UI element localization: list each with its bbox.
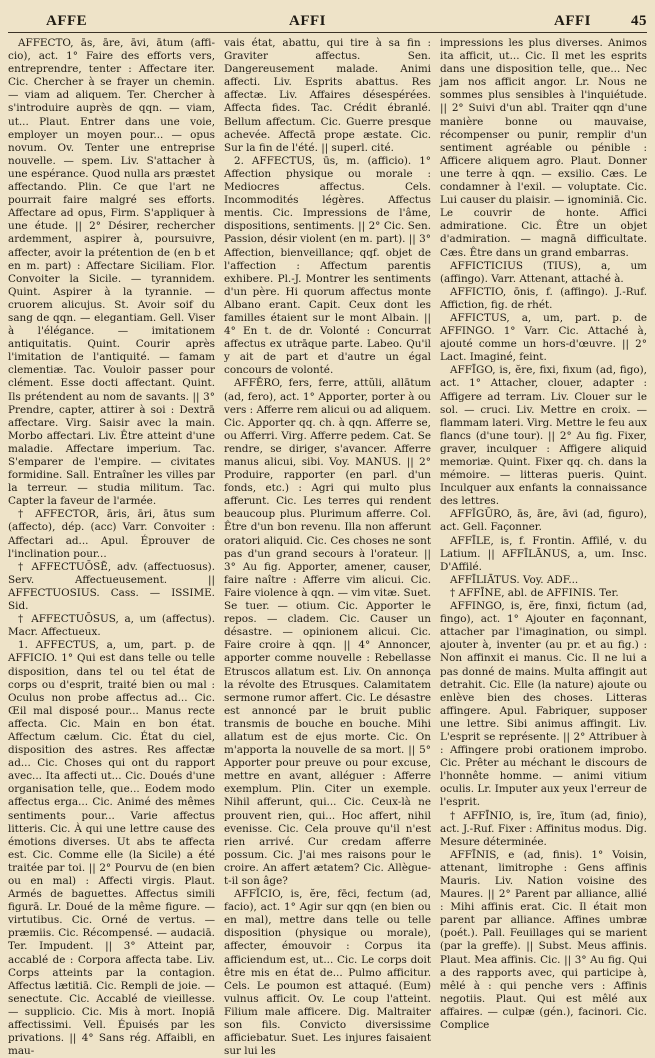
- dictionary-entry: 2. AFFECTUS, ūs, m. (afficio). 1° Affection physique ou morale : Mediocres affectus. Cels. Incommodités légères. Affectus mentis. Cic. Impressions de l'âme, dispositions, sentiments. || 2° Cic. Sen. Passion, désir violent (en m. part). || 3° Affection, bienveillance; qqf. objet de l'affection : Affectum parentis exhibere. Pl.-J. Montrer les sentiments d'un père. Hi quorum affectus monte Albano erant. Capit. Ceux dont les familles étaient sur le mont Albain. || 4° En t. de dr. Volonté : Concurrat affectus ex utrāque parte. Labeo. Qu'il y ait de part et d'autre un égal concours de volonté.: [224, 154, 431, 377]
- dictionary-entry: AFFĪGO, is, ĕre, fixi, fixum (ad, figo), act. 1° Attacher, clouer, adapter : Affigere ad terram. Liv. Clouer sur le sol. — cruci. Liv. Mettre en croix. — flammam lateri. Virg. Mettre le feu aux flancs (d'une tour). || 2° Au fig. Fixer, graver, inculquer : Affigere aliquid memoriæ. Quint. Fixer qq. ch. dans la mémoire. — litteras pueris. Quint. Inculquer aux enfants la connaissance des lettres.: [440, 364, 647, 508]
- dictionary-entry: AFFĪLIĀTUS. Voy. ADF...: [450, 573, 579, 586]
- dictionary-entry: AFFICTICIUS (TIUS), a, um (affingo). Varr. Attenant, attaché à.: [440, 259, 647, 285]
- text-columns: [8, 37, 647, 1058]
- dictionary-entry: AFFICTUS, a, um, part. p. de AFFINGO. 1° Varr. Cic. Attaché à, ajouté comme un hors-d'œuvre. || 2° Lact. Imaginé, feint.: [440, 311, 647, 364]
- dictionary-entry: † AFFĪNIO, is, īre, ītum (ad, finio), act. J.-Ruf. Fixer : Affinitus modus. Dig. Mesure déterminée.: [440, 809, 647, 848]
- dictionary-entry: † AFFECTUŌSĒ, adv. (affectuosus). Serv. Affectueusement. || AFFECTUOSIUS. Cass. — ISSIME. Sid.: [8, 560, 215, 613]
- dictionary-entry: AFFICTIO, ōnis, f. (affingo). J.-Ruf. Affiction, fig. de rhét.: [440, 285, 647, 311]
- dictionary-entry: impressions les plus diverses. Animos ita afficit, ut... Cic. Il met les esprits dans une disposition telle, que... Nec jam nos afficit angor. Lr. Nous ne sommes plus sensibles à l'inquiétude. || 2° Suivi d'un abl. Traiter qqn d'une manière bonne ou mauvaise, récompenser ou punir, remplir d'un sentiment agréable ou pénible : Afficere aliquem agro. Plaut. Donner une terre à qqn. — exsilio. Cæs. Le condamner à l'exil. — voluptate. Cic. Lui causer du plaisir. — ignominiā. Cic. Le couvrir de honte. Affici admiratione. Cic. Être un objet d'admiration. — magnā difficultate. Cæs. Être dans un grand embarras.: [440, 37, 647, 259]
- dictionary-entry: 1. AFFECTUS, a, um, part. p. de AFFICIO. 1° Qui est dans telle ou telle disposition, dans tel ou tel état de corps ou d'esprit, traité bien ou mal : Oculus non probe affectus ad... Cic. Œil mal disposé pour... Manus recte affecta. Cic. Main en bon état. Affectum cælum. Cic. État du ciel, disposition des astres. Res affectæ ad... Cic. Choses qui ont du rapport avec... Ita affecti ut... Cic. Doués d'une organisation telle, que... Eodem modo affectus erga... Cic. Animé des mêmes sentiments pour... Varie affectus litteris. Cic. À qui une lettre cause des émotions diverses. Ut abs te affecta est. Cic. Comme elle (la Sicile) a été traitée par toi. || 2° Pourvu de (en bien ou en mal) : Affecti virgis. Plaut. Armés de baguettes. Affectus simili figurā. Lr. Doué de la même figure. — virtutibus. Cic. Orné de vertus. — præmiis. Cic. Récompensé. — audaciā. Ter. Impudent. || 3° Atteint par, accablé de : Corpora affecta tabe. Liv. Corps atteints par la contagion. Affectus lætitiā. Cic. Rempli de joie. — senectute. Cic. Accablé de vieillesse. — supplicio. Cic. Mis à mort. Inopiā affectissimi. Vell. Épuisés par les privations. || 4° Sans rég. Affaibli, en mau-: [8, 639, 215, 1058]
- dictionary-entry: † AFFĪNE, abl. de AFFINIS. Ter.: [450, 586, 619, 599]
- header-center-guideword: AFFI: [288, 13, 326, 29]
- dictionary-entry: AFFĔRO, fers, ferre, attŭli, allātum (ad, fero), act. 1° Apporter, porter à ou vers : Afferre rem alicui ou ad aliquem. Cic. Apporter qq. ch. à qqn. Afferre se, ou Afferri. Virg. Afferre pedem. Cat. Se rendre, se diriger, s'avancer. Afferre manus alicui, sibi. Voy. MANUS. || 2° Produire, rapporter (en parl. d'un fonds, etc.) : Agri qui multo plus afferunt. Cic. Les terres qui rendent beaucoup plus. Plurimum afferre. Col. Être d'un bon revenu. Illa non afferunt oratori aliquid. Cic. Ces choses ne sont pas d'un grand secours à l'orateur. || 3° Au fig. Apporter, amener, causer, faire naître : Afferre vim alicui. Cic. Faire violence à qqn. — vim vitæ. Suet. Se tuer. — otium. Cic. Apporter le repos. — cladem. Cic. Causer un désastre. — opinionem alicui. Cic. Faire croire à qqn. || 4° Annoncer, apporter comme nouvelle : Rebellasse Etruscos allatum est. Liv. On annonça la révolte des Etrusques. Calamitatem sermone rumor affert. Cic. Le désastre est annoncé par le bruit public transmis de bouche en bouche. Mihi allatum est de ejus morte. Cic. On m'apporta la nouvelle de sa mort. || 5° Apporter pour preuve ou pour excuse, mettre en avant, alléguer : Afferre exemplum. Plin. Citer un exemple. Nihil afferunt, qui... Cic. Ceux-là ne prouvent rien, qui... Hoc affert, nihil evenisse. Cic. Cela prouve qu'il n'est rien arrivé. Cur credam afferre possum. Cic. J'ai mes raisons pour le croire. An affert ætatem? Cic. Allègue-t-il son âge?: [224, 377, 431, 887]
- dictionary-entry: AFFĬCIO, is, ĕre, fēci, fectum (ad, facio), act. 1° Agir sur qqn (en bien ou en mal), mettre dans telle ou telle disposition (physique ou morale), affecter, émouvoir : Corpus ita afficiendum est, ut... Cic. Le corps doit être mis en état de... Pulmo afficitur. Cels. Le poumon est attaqué. (Eum) vulnus afficit. Ov. Le coup l'atteint. Filium male afficere. Dig. Maltraiter son fils. Convicto diversissime afficiebatur. Suet. Les injures faisaient sur lui les: [224, 888, 431, 1058]
- dictionary-entry: AFFĬGŪRO, ās, āre, āvi (ad, figuro), act. Gell. Façonner.: [440, 508, 647, 534]
- header-left-guideword: AFFE: [46, 13, 88, 29]
- dictionary-entry: AFFINGO, is, ĕre, finxi, fictum (ad, fingo), act. 1° Ajouter en façonnant, attacher par l'imagination, ou simpl. ajouter à, inventer (au pr. et au fig.) : Non affinxit ei manus. Cic. Il ne lui a pas donné de mains. Multa affingit aut detrahit. Cic. Elle (la nature) ajoute ou enlève bien des choses. Litteras affingere. Apul. Fabriquer, supposer une lettre. Sibi animus affingit. Liv. L'esprit se représente. || 2° Attribuer à : Affingere probi orationem improbo. Cic. Prêter au méchant le discours de l'honnête homme. — animi vitium oculis. Lr. Imputer aux yeux l'erreur de l'esprit.: [440, 600, 647, 809]
- column-middle: [224, 37, 431, 1058]
- dictionary-entry: AFFĪNIS, e (ad, finis). 1° Voisin, attenant, limitrophe : Gens affinis Mauris. Liv. Nation voisine des Maures. || 2° Parent par alliance, allié : Mihi affinis erat. Cic. Il était mon parent par alliance. Affines umbræ (poét.). Pall. Feuillages qui se marient (par la greffe). || Subst. Meus affinis. Plaut. Mea affinis. Cic. || 3° Au fig. Qui a des rapports avec, qui participe à, mêlé à : qui penche vers : Affinis negotiis. Plaut. Qui est mêlé aux affaires. — culpæ (gén.), facinori. Cic. Complice: [440, 848, 647, 1032]
- dictionary-entry: AFFECTO, ās, āre, āvi, ātum (affi-cio), act. 1° Faire des efforts vers, entreprendre, tenter : Affectare iter. Cic. Chercher à se frayer un chemin. — viam ad aliquem. Ter. Chercher à s'introduire auprès de qqn. — viam, ut... Plaut. Entrer dans une voie, employer un moyen pour... — opus novum. Ov. Tenter une entreprise nouvelle. — spem. Liv. S'attacher à une espérance. Quod nulla ars præstet affectando. Plin. Ce que l'art ne pourrait faire malgré ses efforts. Affectare ad opus, Firm. S'appliquer à une étude. || 2° Désirer, rechercher ardemment, aspirer à, poursuivre, affecter, avoir la prétention de (en b et en m. part) : Affectare Siciliam. Flor. Convoiter la Sicile. — tyrannidem. Quint. Aspirer à la tyrannie. — cruorem alicujus. St. Avoir soif du sang de qqn. — elegantiam. Gell. Viser à l'élégance. — imitationem antiquitatis. Quint. Courir après l'imitation de l'antiquité. — famam clementiæ. Tac. Vouloir passer pour clément. Esse docti affectant. Quint. Ils prétendent au nom de savants. || 3° Prendre, capter, attirer à soi : Dextrā affectare. Virg. Saisir avec la main. Morbo affectari. Liv. Être atteint d'une maladie. Affectare imperium. Tac. S'emparer de l'empire. — civitates formidine. Sall. Entraîner les villes par la terreur. — studia militum. Tac. Capter la faveur de l'armée.: [8, 37, 215, 508]
- page-number: 45: [631, 13, 647, 29]
- column-right: [440, 37, 647, 1032]
- page-header: [8, 6, 647, 33]
- column-left: [8, 37, 215, 1058]
- header-right-guideword: AFFI: [554, 13, 591, 29]
- dictionary-entry: † AFFECTUŌSUS, a, um (affectus). Macr. Affectueux.: [8, 613, 215, 639]
- dictionary-entry: vais état, abattu, qui tire à sa fin : Graviter affectus. Sen. Dangereusement malade. Animi affecti. Liv. Esprits abattus. Res affectæ. Liv. Affaires désespérées. Affecta fides. Tac. Crédit ébranlé. Bellum affectum. Cic. Guerre presque achevée. Affectā prope æstate. Cic. Sur la fin de l'été. || superl. cité.: [224, 37, 431, 154]
- dictionary-entry: † AFFECTOR, āris, āri, ātus sum (affecto), dép. (acc) Varr. Convoiter : Affectari ad... Apul. Éprouver de l'inclination pour...: [8, 508, 215, 560]
- dictionary-entry: AFFĪLE, is, f. Frontin. Affilé, v. du Latium. || AFFĪLĀNUS, a, um. Insc. D'Affilé.: [440, 534, 647, 573]
